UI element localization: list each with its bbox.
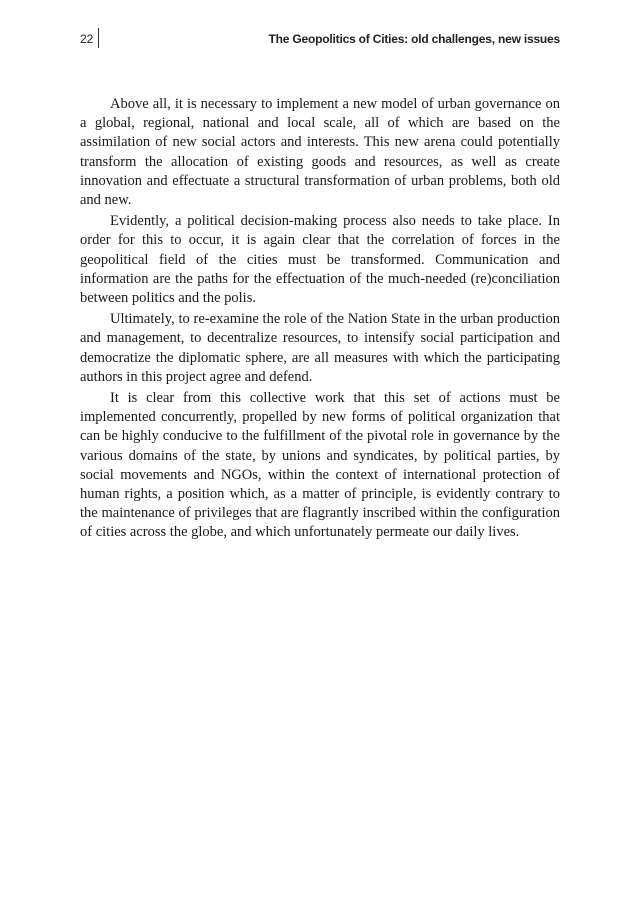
page-number: 22	[80, 32, 94, 46]
running-title: The Geopolitics of Cities: old challenges, new issues	[268, 32, 560, 46]
paragraph-2: Evidently, a political decision-making process also needs to take place. In order for this to occur, it is again clear that the correlation of forces in the geopolitical field of the cities must be transformed. Communication and information are the paths for the effectuation of the much-needed (re)conciliation between politics and the polis.	[80, 213, 560, 307]
running-head	[80, 30, 560, 50]
paragraph-3: Ultimately, to re-examine the role of the Nation State in the urban production and management, to decentralize resources, to intensify social participation and democratize the diplomatic sphere, are all measures with which the participating authors in this project agree and defend.	[80, 311, 560, 385]
body-text	[80, 95, 560, 545]
header-divider	[98, 28, 99, 48]
paragraph-4: It is clear from this collective work that this set of actions must be implemented concurrently, propelled by new forms of political organization that can be highly conducive to the fulfillment of the pivotal role in governance by the various domains of the state, by unions and syndicates, by political parties, by social movements and NGOs, within the context of international protection of human rights, a position which, as a matter of principle, is evidently contrary to the maintenance of privileges that are flagrantly inscribed within the configuration of cities across the globe, and which unfortunately permeate our daily lives.	[80, 390, 560, 541]
paragraph-1: Above all, it is necessary to implement a new model of urban governance on a global, regional, national and local scale, all of which are based on the assimilation of new social actors and interests. This new arena could potentially transform the allocation of existing goods and resources, as well as create innovation and effectuate a structural transformation of urban problems, both old and new.	[80, 96, 560, 209]
